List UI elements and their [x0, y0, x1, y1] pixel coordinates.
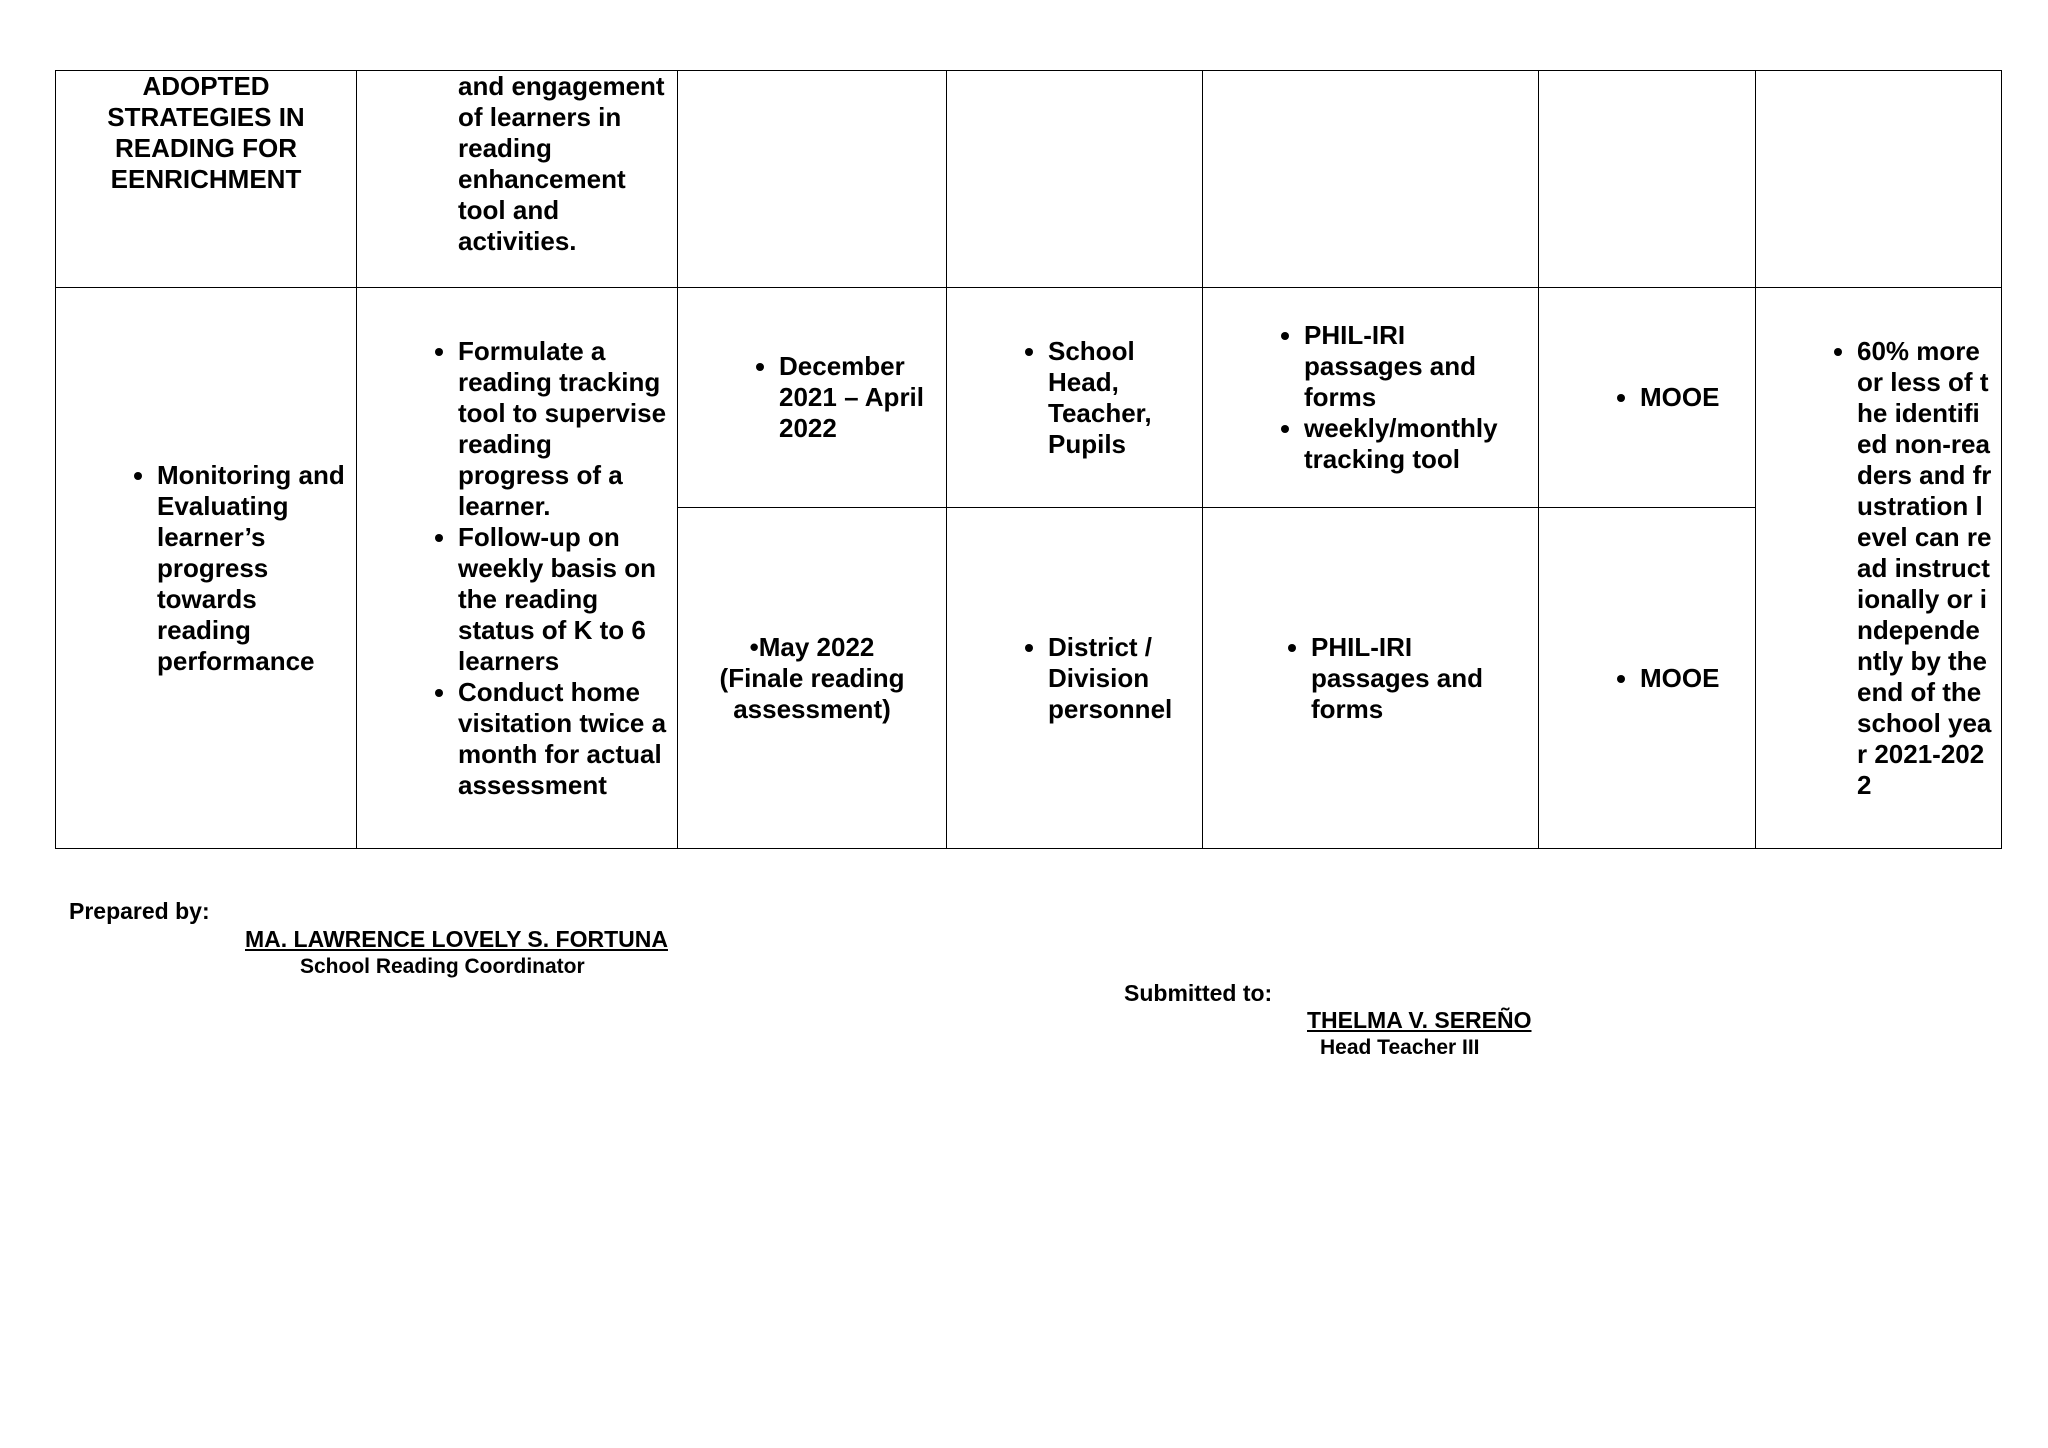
- area-label: ADOPTED STRATEGIES IN READING FOR EENRICHMENT: [107, 71, 305, 194]
- timeframe-main: May 2022: [758, 631, 875, 662]
- area-item: • Monitoring and Evaluating learner’s progress towards reading performance: [157, 460, 348, 677]
- persons-list: [955, 336, 1194, 460]
- success-indicator-cell: [1756, 288, 2002, 849]
- timeframe-item: • December 2021 – April 2022: [779, 351, 938, 444]
- empty-cell: [947, 71, 1203, 288]
- budget-cell: [1539, 288, 1756, 508]
- submitted-to-role: Head Teacher III: [1320, 1036, 1480, 1059]
- timeframe-note: (Finale reading assessment): [719, 662, 905, 724]
- prepared-by-label: Prepared by:: [69, 898, 210, 924]
- budget-list: [1547, 382, 1747, 413]
- prepared-by-role: School Reading Coordinator: [300, 955, 585, 978]
- resources-cell: [1203, 508, 1539, 849]
- persons-list: [955, 632, 1194, 725]
- prepared-by-name: MA. LAWRENCE LOVELY S. FORTUNA: [245, 926, 668, 952]
- persons-item: • School Head, Teacher, Pupils: [1048, 336, 1194, 460]
- table-row: [56, 288, 2002, 508]
- resource-item: • weekly/monthly tracking tool: [1304, 413, 1530, 475]
- activities-cell: [357, 288, 678, 849]
- area-cell: [56, 71, 357, 288]
- empty-cell: [1203, 71, 1539, 288]
- activity-item: • Follow-up on weekly basis on the reading status of K to 6 learners: [458, 522, 669, 677]
- bullet-icon: •: [749, 631, 759, 662]
- resource-item: • PHIL-IRI passages and forms: [1311, 632, 1530, 725]
- timeframe-block: [686, 632, 938, 725]
- budget-item: • MOOE: [1640, 382, 1747, 413]
- success-indicator-list: [1764, 336, 1993, 801]
- empty-cell: [678, 71, 947, 288]
- persons-item: • District / Division personnel: [1048, 632, 1194, 725]
- budget-item: • MOOE: [1640, 663, 1747, 694]
- activity-cell: [357, 71, 678, 288]
- submitted-to-label: Submitted to:: [1124, 980, 1273, 1006]
- empty-cell: [1539, 71, 1756, 288]
- submitted-to-name: THELMA V. SEREÑO: [1307, 1007, 1532, 1033]
- timeframe-item: [686, 632, 938, 663]
- budget-list: [1547, 663, 1747, 694]
- activity-item: • Conduct home visitation twice a month for actual assessment: [458, 677, 669, 801]
- success-indicator-item: • 60% more or less of the identified non-readers and frustration level can read instructionally or independently by the end of the school year 2021-2022: [1857, 336, 1993, 801]
- action-plan-table: [55, 70, 2002, 849]
- persons-cell: [947, 288, 1203, 508]
- timeframe-cell: [678, 288, 947, 508]
- timeframe-list: [686, 351, 938, 444]
- activity-item: • Formulate a reading tracking tool to supervise reading progress of a learner.: [458, 336, 669, 522]
- resources-list: [1211, 320, 1530, 475]
- resources-cell: [1203, 288, 1539, 508]
- activity-text: and engagement of learners in reading enhancement tool and activities.: [458, 71, 665, 256]
- budget-cell: [1539, 508, 1756, 849]
- timeframe-cell: [678, 508, 947, 849]
- area-list: [64, 460, 348, 677]
- resource-item: • PHIL-IRI passages and forms: [1304, 320, 1530, 413]
- empty-cell: [1756, 71, 2002, 288]
- table-row: [56, 71, 2002, 288]
- area-cell: [56, 288, 357, 849]
- persons-cell: [947, 508, 1203, 849]
- activities-list: [365, 336, 669, 801]
- resources-list: [1211, 632, 1530, 725]
